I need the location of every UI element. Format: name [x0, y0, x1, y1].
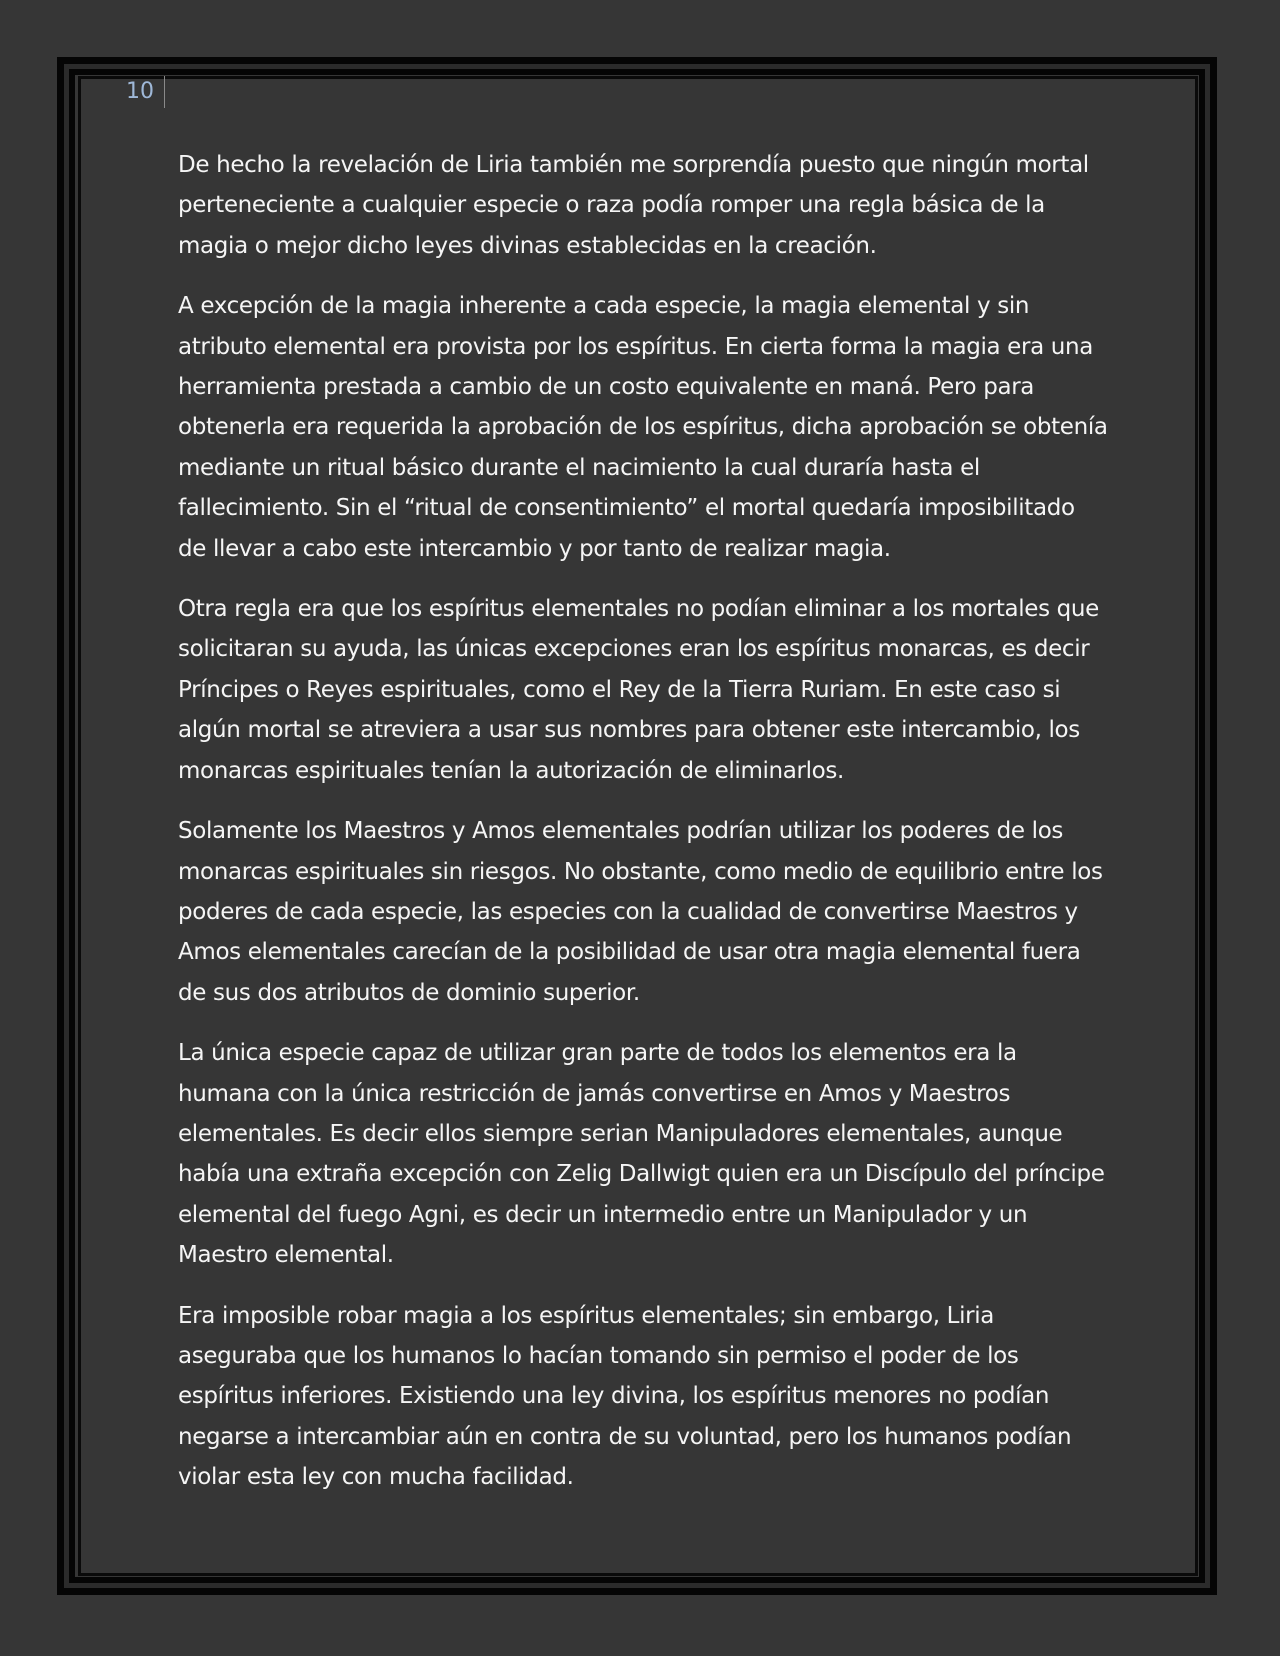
paragraph-6: Era imposible robar magia a los espíritus elementales; sin embargo, Liria aseguraba que los humanos lo hacían tomando sin permiso el poder de los espíritus inferiores. Existiendo una ley divina, los espíritus menores no podían negarse a intercambiar aún en contra de su voluntad, pero los humanos podían violar esta ley con mucha facilidad. [178, 1302, 1072, 1491]
paragraph-4: Solamente los Maestros y Amos elementales podrían utilizar los poderes de los monarcas espirituales sin riesgos. No obstante, como medio de equilibrio entre los poderes de cada especie, las especies con la cualidad de convertirse Maestros y Amos elementales carecían de la posibilidad de usar otra magia elemental fuera de sus dos atributos de dominio superior. [178, 818, 1103, 1006]
page-number: 10 [126, 76, 165, 108]
paragraph-2: A excepción de la magia inherente a cada especie, la magia elemental y sin atributo elemental era provista por los espíritus. En cierta forma la magia era una herramienta prestada a cambio de un costo equivalente en maná. Pero para obtenerla era requerida la aprobación de los espíritus, dicha aprobación se obtenía mediante un ritual básico durante el nacimiento la cual duraría hasta el fallecimiento. Sin el “ritual de consentimiento” el mortal quedaría imposibilitado de llevar a cabo este intercambio y por tanto de realizar magia. [178, 293, 1108, 562]
paragraph-5: La única especie capaz de utilizar gran parte de todos los elementos era la humana con la única restricción de jamás convertirse en Amos y Maestros elementales. Es decir ellos siempre serian Manipuladores elementales, aunque había una extraña excepción con Zelig Dallwigt quien era un Discípulo del príncipe elemental del fuego Agni, es decir un intermedio entre un Manipulador y un Maestro elemental. [178, 1040, 1105, 1269]
paragraph-1: De hecho la revelación de Liria también me sorprendía puesto que ningún mortal perteneciente a cualquier especie o raza podía romper una regla básica de la magia o mejor dicho leyes divinas establecidas en la creación. [178, 152, 1089, 259]
page-body [178, 145, 1108, 1518]
paragraph-3: Otra regla era que los espíritus elementales no podían eliminar a los mortales que solicitaran su ayuda, las únicas excepciones eran los espíritus monarcas, es decir Príncipes o Reyes espirituales, como el Rey de la Tierra Ruriam. En este caso si algún mortal se atreviera a usar sus nombres para obtener este intercambio, los monarcas espirituales tenían la autorización de eliminarlos. [178, 596, 1099, 784]
